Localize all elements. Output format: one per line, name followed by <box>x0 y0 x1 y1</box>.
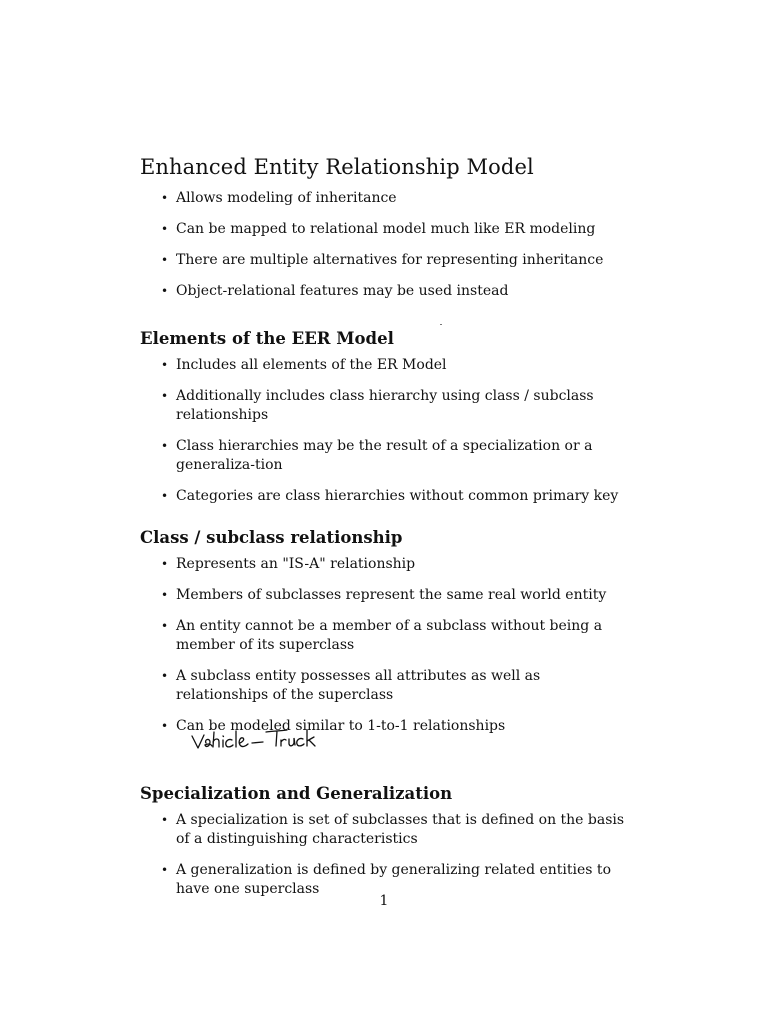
list-item-text: Additionally includes class hierarchy using class / subclass relationships <box>176 388 594 423</box>
bullet-icon: • <box>161 557 169 571</box>
bullet-icon: • <box>161 669 169 683</box>
list-item <box>161 437 630 475</box>
page-number: 1 <box>379 893 389 909</box>
section-list <box>140 811 630 899</box>
handwritten-vehicle-truck <box>188 726 323 754</box>
bullet-icon: • <box>161 358 169 372</box>
section-heading: Elements of the EER Model <box>140 329 394 348</box>
list-item-text: Members of subclasses represent the same real world entity <box>176 587 607 603</box>
list-item <box>161 189 630 208</box>
bullet-icon: • <box>161 191 169 205</box>
bullet-icon: • <box>161 863 169 877</box>
list-item-text: Allows modeling of inheritance <box>176 190 397 206</box>
list-item-text: Can be mapped to relational model much like ER modeling <box>176 221 596 237</box>
list-item <box>161 356 630 375</box>
bullet-icon: • <box>161 389 169 403</box>
handwritten-annotation <box>188 726 323 760</box>
list-item <box>161 555 630 574</box>
section-specialization-generalization <box>140 784 630 899</box>
bullet-icon: • <box>161 813 169 827</box>
bullet-icon: • <box>161 619 169 633</box>
bullet-icon: • <box>161 253 169 267</box>
list-item-text: Can be modeled similar to 1-to-1 relationships <box>176 718 506 734</box>
document-page <box>140 155 630 911</box>
section-heading: Class / subclass relationship <box>140 528 403 547</box>
list-item <box>161 811 630 849</box>
list-item-text: A subclass entity possesses all attributes as well as relationships of the superclass <box>176 668 541 703</box>
bullet-icon: • <box>161 489 169 503</box>
list-item <box>161 717 630 760</box>
section-list <box>140 356 630 506</box>
bullet-icon: • <box>161 284 169 298</box>
bullet-icon: • <box>161 222 169 236</box>
list-item-text: Class hierarchies may be the result of a specialization or a generaliza-tion <box>176 438 593 473</box>
bullet-icon: • <box>161 588 169 602</box>
section-eer-elements <box>140 329 630 506</box>
list-item-text: Includes all elements of the ER Model <box>176 357 447 373</box>
list-item-text: Represents an "IS-A" relationship <box>176 556 416 572</box>
list-item-text: Categories are class hierarchies without common primary key <box>176 488 619 504</box>
document-title: Enhanced Entity Relationship Model <box>140 155 534 179</box>
bullet-icon: • <box>161 439 169 453</box>
list-item <box>161 667 630 705</box>
list-item <box>161 282 630 301</box>
list-item <box>161 220 630 239</box>
list-item <box>161 586 630 605</box>
section-heading: Specialization and Generalization <box>140 784 453 803</box>
bullet-icon: • <box>161 719 169 733</box>
list-item-text: An entity cannot be a member of a subclass without being a member of its superclass <box>176 618 603 653</box>
list-item <box>161 251 630 270</box>
list-item <box>161 487 630 506</box>
section-list <box>140 555 630 760</box>
list-item-text: A generalization is defined by generalizing related entities to have one superclass <box>176 862 611 897</box>
list-item-text: A specialization is set of subclasses that is defined on the basis of a distinguishing characteristics <box>176 812 625 847</box>
intro-list <box>140 189 630 301</box>
section-class-subclass <box>140 528 630 760</box>
list-item-text: There are multiple alternatives for representing inheritance <box>176 252 604 268</box>
list-item <box>161 387 630 425</box>
list-item-text: Object-relational features may be used instead <box>176 283 509 299</box>
list-item <box>161 617 630 655</box>
